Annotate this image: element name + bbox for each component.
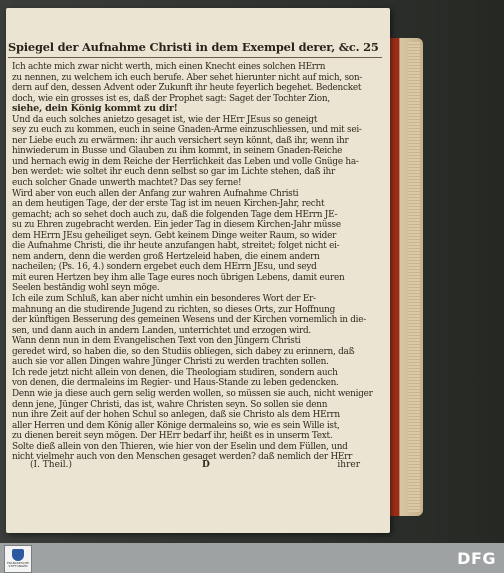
text-line: hinwiederum in Busse und Glauben zu ihm kommt, in seinem Gnaden-Reiche [12,146,343,157]
text-line: Ich achte mich zwar nicht werth, mich einen Knecht eines solchen HErrn [12,62,326,72]
text-line: gemacht; ach so sehet doch auch zu, daß die folgenden Tage dem HErrn JE- [12,209,338,220]
text-line: Seelen beständig wohl seyn möge. [12,283,160,294]
viewer-bottom-bar [0,543,504,573]
text-line: nicht vielmehr auch von den Menschen gesaget werden? daß nemlich der HErr [12,452,353,463]
text-line: Denn wie ja diese auch gern selig werden wollen, so müssen sie auch, nicht weniger [12,388,373,399]
text-line: nem andern, denn die werden groß Hertzeleid haben, die einem andern [12,251,320,262]
text-line: dern auf den, dessen Advent oder Zukunft ihr heute feyerlich begehet. Bedencket [12,83,362,94]
text-line: zu dienen bereit seyn mögen. Der HErr bedarf ihr, heißt es in unserm Text. [12,431,333,442]
text-line: zu nennen, zu welchem ich euch berufe. Aber sehet hierunter nicht auf mich, son- [12,72,363,83]
text-line: nun ihre Zeit auf der hohen Schul so anlegen, daß sie Christo als dem HErrn [12,410,340,421]
text-line: mit euren Hertzen bey ihm alle Tage eures noch übrigen Lebens, damit euren [12,272,345,283]
page-title: Spiegel der Aufnahme Christi in dem Exempel derer, &c. 25 [8,40,379,54]
page-body [12,62,378,463]
text-line: an dem heutigen Tage, der der erste Tag ist im neuen Kirchen-Jahr, recht [12,199,325,210]
page-footer [30,460,360,472]
text-line: siehe, dein König kommt zu dir! [12,104,178,115]
text-line: und hernach ewig in dem Reiche der Herrlichkeit das Leben und volle Gnüge ha- [12,156,359,167]
text-line: geredet wird, so haben die, so den Studiis obliegen, sich dabey zu erinnern, daß [12,346,355,357]
text-line: nacheilen; (Ps. 16, 4.) sondern ergebet euch dem HErrn JEsu, und seyd [12,262,317,273]
text-line: auch sie vor allen Dingen wahre Jünger Christi zu werden trachten sollen. [12,357,329,368]
text-line: su zu Ehren zugebracht werden. Ein jeder Tag in diesem Kirchen-Jahr müsse [12,220,341,231]
text-line: aller Herren und dem König aller Könige dermaleins so, wie es sein Wille ist, [12,420,340,431]
title-rule [8,57,382,58]
text-line: doch, wie ein grosses ist es, daß der Prophet sagt: Saget der Tochter Zion, [12,93,330,104]
dfg-logo[interactable]: DFG [457,549,496,568]
text-line: Und da euch solches anietzo gesaget ist, wie der HErr JEsus so geneigt [12,114,318,125]
crest-icon [12,549,24,561]
text-line: Wird aber von euch allen der Anfang zur wahren Aufnahme Christi [12,188,299,199]
text-line: euch solcher Gnade unwerth machtet? Das sey ferne! [12,178,242,189]
text-line: Ich eile zum Schluß, kan aber nicht umhin ein besonderes Wort der Er- [12,294,316,305]
text-line: Solte dieß allein von den Thieren, wie hier von der Eselin und dem Füllen, und [12,441,348,452]
text-line: sey zu euch zu kommen, euch in seine Gnaden-Arme einzuschliessen, und mit sei- [12,125,362,136]
text-line: denn jene, Jünger Christi, das ist, wahre Christen seyn. So sollen sie denn [12,399,328,410]
logo-text: FRANCKESCHE STIFTUNGEN [6,561,30,568]
text-line: von denen, die dermaleins im Regier- und Haus-Stande zu leben gedencken. [12,378,339,389]
text-line: ben werdet: wie soltet ihr euch denn selbst so gar im Lichte stehen, daß ihr [12,167,335,178]
signature-mark: D [202,460,210,470]
text-line: mahnung an die studirende Jugend zu richten, so dieses Orts, zur Hoffnung [12,304,336,315]
text-line: Ich rede jetzt nicht allein von denen, die Theologiam studiren, sondern auch [12,367,338,378]
text-line: dem HErrn JEsu geheiliget seyn. Gebt keinem Dinge weiter Raum, so wider [12,230,337,241]
text-line: der künftigen Besserung des gemeinen Wesens und der Kirchen vornemlich in die- [12,315,367,326]
catchword: ihrer [337,460,360,470]
text-line: die Aufnahme Christi, die ihr heute anzufangen habt, streitet; folget nicht ei- [12,241,340,252]
text-line: Wann denn nun in dem Evangelischen Text von den Jüngern Christi [12,336,301,347]
signature-label: (I. Theil.) [30,460,73,470]
franckesche-stiftungen-logo[interactable] [4,545,32,573]
text-line: sen, und dann auch in andern Landen, unterrichtet und erzogen wird. [12,325,311,336]
text-line: ner Liebe euch zu erwärmen: ihr auch versichert seyn könnt, daß ihr, wenn ihr [12,135,349,146]
